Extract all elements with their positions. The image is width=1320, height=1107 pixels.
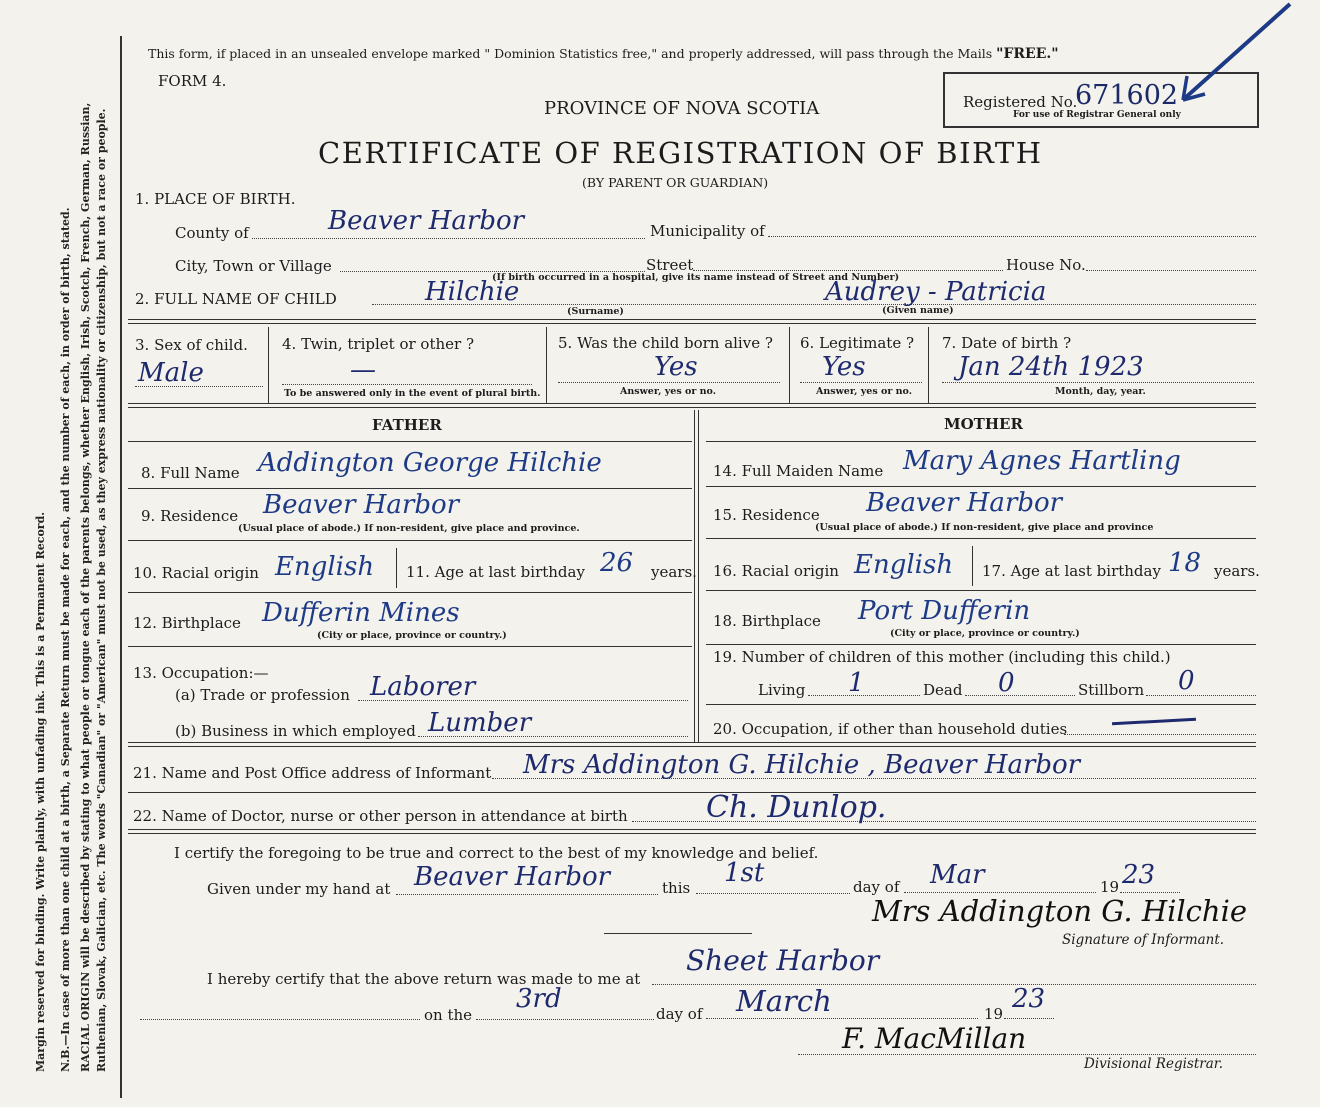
child-surname: Hilchie: [425, 277, 520, 307]
day-of-label: day of: [853, 878, 900, 896]
alive-label: 5. Was the child born alive ?: [558, 334, 773, 352]
this-label: this: [662, 879, 691, 897]
legitimate-label: 6. Legitimate ?: [800, 334, 915, 352]
municipality-label: Municipality of: [650, 222, 765, 240]
sex-label: 3. Sex of child.: [135, 336, 248, 354]
check-mark-icon: [1175, 0, 1295, 110]
mother-age-value: 18: [1168, 548, 1202, 578]
margin-note-binding: Margin reserved for binding. Write plainly, with unfading ink. This is a Permanent Record.: [34, 511, 47, 1072]
legitimate-caption: Answer, yes or no.: [816, 386, 913, 397]
mother-birthplace-caption: (City or place, province or country.): [890, 628, 1080, 639]
registrar-signature: F. MacMillan: [842, 1022, 1027, 1055]
father-birthplace-caption: (City or place, province or country.): [317, 630, 507, 641]
mother-heading: MOTHER: [944, 415, 1023, 433]
dob-label: 7. Date of birth ?: [942, 334, 1072, 352]
dead-label: Dead: [923, 681, 963, 699]
father-heading: FATHER: [372, 416, 442, 434]
father-birthplace-label: 12. Birthplace: [133, 614, 241, 632]
informant-signature: Mrs Addington G. Hilchie: [872, 894, 1248, 928]
dob-caption: Month, day, year.: [1055, 386, 1146, 397]
county-label: County of: [175, 224, 249, 242]
mail-notice: [148, 46, 1059, 62]
trade-label: (a) Trade or profession: [175, 686, 350, 704]
father-age-value: 26: [600, 548, 634, 578]
living-label: Living: [758, 681, 806, 699]
registrar-day-value: 3rd: [516, 984, 562, 1014]
occupation-label: 13. Occupation:—: [133, 664, 269, 682]
given-day-value: 1st: [724, 858, 765, 888]
hospital-note: (If birth occurred in a hospital, give its name instead of Street and Number): [492, 272, 900, 283]
mother-birthplace-value: Port Dufferin: [858, 596, 1031, 626]
province-title: PROVINCE OF NOVA SCOTIA: [544, 98, 820, 119]
father-name-value: Addington George Hilchie: [258, 448, 602, 478]
child-name-label: 2. FULL NAME OF CHILD: [135, 290, 337, 308]
margin-note-multiple-births: N.B.—In case of more than one child at a birth, a Separate Return must be made for each, and the number of each, in order of birth, stated.: [59, 207, 72, 1072]
margin-note-racial-origin: RACIAL ORIGIN will be described by stating to what people or tongue each of the parents belongs, whether English, Irish, Scotch, French, German, Russian,: [79, 102, 92, 1072]
informant-label: 21. Name and Post Office address of Informant: [133, 764, 492, 782]
father-racial-label: 10. Racial origin: [133, 564, 259, 582]
alive-caption: Answer, yes or no.: [620, 386, 717, 397]
county-value: Beaver Harbor: [328, 206, 525, 236]
registrar-note: For use of Registrar General only: [1013, 110, 1181, 120]
informant-value: Mrs Addington G. Hilchie , Beaver Harbor: [523, 750, 1081, 780]
on-the-label: on the: [424, 1006, 473, 1024]
business-label: (b) Business in which employed: [175, 722, 416, 740]
registrar-statement: I hereby certify that the above return was made to me at: [207, 970, 641, 988]
registered-number: 671602: [1075, 80, 1179, 111]
mother-residence-value: Beaver Harbor: [866, 488, 1063, 518]
mother-racial-label: 16. Racial origin: [713, 562, 839, 580]
mother-birthplace-label: 18. Birthplace: [713, 612, 821, 630]
reg-year-prefix: 19: [984, 1005, 1004, 1023]
dob-value: Jan 24th 1923: [958, 352, 1144, 382]
doctor-value: Ch. Dunlop.: [706, 790, 887, 825]
mother-residence-caption: (Usual place of abode.) If non-resident, give place and province: [815, 522, 1154, 533]
surname-caption: (Surname): [567, 306, 624, 317]
form-number: FORM 4.: [158, 72, 227, 90]
mother-age-unit: years.: [1214, 562, 1260, 580]
alive-value: Yes: [654, 352, 698, 382]
sex-value: Male: [138, 358, 204, 388]
children-label: 19. Number of children of this mother (including this child.): [713, 648, 1171, 666]
father-residence-caption: (Usual place of abode.) If non-resident, give place and province.: [238, 523, 580, 534]
year-prefix: 19: [1100, 878, 1120, 896]
mother-age-label: 17. Age at last birthday: [982, 562, 1161, 580]
given-place-value: Beaver Harbor: [414, 862, 611, 892]
margin-note-racial-origin-cont: Ruthenian, Slovak, Galician, etc. The words "Canadian" or "American" must not be used, as they express nationality or citizenship, but not a race or people.: [95, 108, 108, 1072]
certificate-title: CERTIFICATE OF REGISTRATION OF BIRTH: [318, 136, 1043, 170]
stillborn-value: 0: [1178, 666, 1195, 696]
father-age-unit: years.: [651, 563, 697, 581]
twin-value: —: [350, 355, 376, 385]
mother-name-label: 14. Full Maiden Name: [713, 462, 884, 480]
twin-caption: To be answered only in the event of plural birth.: [284, 388, 541, 399]
mother-occupation-dash: [1112, 718, 1196, 725]
trade-value: Laborer: [370, 672, 476, 702]
dead-value: 0: [998, 668, 1015, 698]
child-given-name: Audrey - Patricia: [825, 277, 1047, 307]
mail-free: "FREE.": [996, 46, 1059, 62]
signature-caption: Signature of Informant.: [1062, 932, 1225, 948]
house-label: House No.: [1006, 256, 1086, 274]
certify-statement: I certify the foregoing to be true and correct to the best of my knowledge and belief.: [174, 844, 819, 862]
mother-racial-value: English: [854, 550, 954, 580]
father-residence-label: 9. Residence: [141, 507, 239, 525]
living-value: 1: [848, 668, 865, 698]
reg-day-of-label: day of: [656, 1005, 703, 1023]
registrar-place-value: Sheet Harbor: [686, 944, 880, 977]
doctor-label: 22. Name of Doctor, nurse or other person in attendance at birth: [133, 807, 628, 825]
stillborn-label: Stillborn: [1078, 681, 1145, 699]
given-year-value: 23: [1122, 860, 1156, 890]
street-label: Street: [646, 256, 694, 274]
business-value: Lumber: [428, 708, 532, 738]
given-under-label: Given under my hand at: [207, 880, 391, 898]
father-name-label: 8. Full Name: [141, 464, 240, 482]
mother-occupation-label: 20. Occupation, if other than household duties: [713, 720, 1068, 738]
certificate-subtitle: (BY PARENT OR GUARDIAN): [582, 175, 769, 190]
father-age-label: 11. Age at last birthday: [406, 563, 585, 581]
mail-notice-text: This form, if placed in an unsealed envelope marked " Dominion Statistics free," and properly addressed, will pass through the Mails: [148, 46, 993, 61]
registrar-caption: Divisional Registrar.: [1084, 1056, 1224, 1072]
father-birthplace-value: Dufferin Mines: [262, 598, 460, 628]
registered-label: Registered No.: [963, 93, 1078, 111]
mother-residence-label: 15. Residence: [713, 506, 820, 524]
twin-label: 4. Twin, triplet or other ?: [282, 335, 474, 353]
legitimate-value: Yes: [822, 352, 866, 382]
mother-name-value: Mary Agnes Hartling: [903, 446, 1181, 476]
binding-margin-line: [120, 36, 122, 1098]
registrar-year-value: 23: [1012, 984, 1046, 1014]
city-label: City, Town or Village: [175, 257, 332, 275]
given-month-value: Mar: [930, 860, 985, 890]
father-residence-value: Beaver Harbor: [263, 490, 460, 520]
father-racial-value: English: [275, 552, 375, 582]
given-caption: (Given name): [882, 305, 954, 316]
registrar-month-value: March: [736, 984, 832, 1018]
place-of-birth-heading: 1. PLACE OF BIRTH.: [135, 190, 296, 208]
